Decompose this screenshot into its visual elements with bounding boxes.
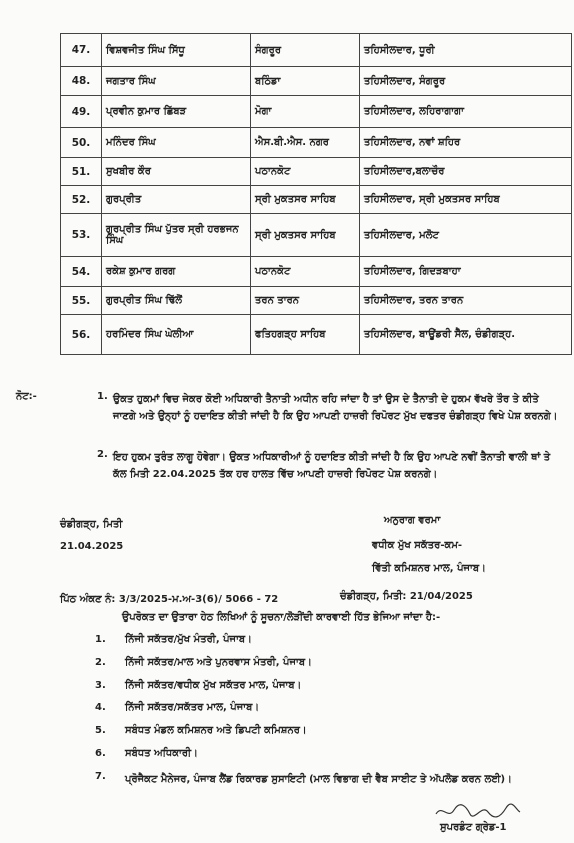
row-number: 52. — [61, 186, 102, 214]
posting: ਤਹਿਸੀਲਦਾਰ, ਧੂਰੀ — [360, 34, 572, 67]
note-text-1: ਉਕਤ ਹੁਕਮਾਂ ਵਿਚ ਜੇਕਰ ਕੋਈ ਅਧਿਕਾਰੀ ਤੈਨਾਤੀ ਅਧੀਨ ਰਹਿ ਜਾਂਦਾ ਹੈ ਤਾਂ ਉਸ ਦੇ ਤੈਨਾਤੀ ਦੇ ਹੁਕਮ ਵੱਖਰੇ ਤੌਰ ਤੇ ਕੀਤੇ ਜਾਣਗੇ ਅਤੇ ਉਨ੍ਹਾਂ ਨੂੰ ਹਦਾਇਤ ਕੀਤੀ ਜਾਂਦੀ ਹੈ ਕਿ ਉਹ ਆਪਣੀ ਹਾਜ਼ਰੀ ਰਿਪੋਰਟ ਮੁੱਖ ਦਫਤਰ ਚੰਡੀਗੜ੍ਹ ਵਿਖੇ ਪੇਸ਼ ਕਰਨਗੇ। — [113, 394, 558, 422]
recipient-text: ਨਿੱਜੀ ਸਕੱਤਰ/ਸਕੱਤਰ ਮਾਲ, ਪੰਜਾਬ। — [125, 702, 260, 713]
table-row — [61, 34, 572, 67]
table-row — [61, 257, 572, 287]
district-name: ਪਠਾਨਕੋਟ — [251, 257, 360, 287]
recipient-text: ਪ੍ਰੋਜੈਕਟ ਮੈਨੇਜਰ, ਪੰਜਾਬ ਲੈਂਡ ਰਿਕਾਰਡ ਸੁਸਾਇਟੀ (ਮਾਲ ਵਿਭਾਗ ਦੀ ਵੈਬ ਸਾਈਟ ਤੇ ਅੱਪਲੋਡ ਕਰਨ ਲਈ)। — [125, 774, 512, 785]
officer-name: ਗੁਰਪ੍ਰੀਤ ਸਿੰਘ ਢਿੱਲੋਂ — [102, 287, 251, 315]
posting: ਤਹਿਸੀਲਦਾਰ, ਬਾਊਂਡਰੀ ਸੈੱਲ, ਚੰਡੀਗੜ੍ਹ. — [360, 315, 572, 355]
district-name: ਮੋਗਾ — [251, 96, 360, 128]
district-name: ਸ੍ਰੀ ਮੁਕਤਸਰ ਸਾਹਿਬ — [251, 186, 360, 214]
recipient-number: 1. — [95, 634, 106, 645]
table-row — [61, 287, 572, 315]
officer-name: ਹਰਮਿੰਦਰ ਸਿੰਘ ਘੇਲੀਆ — [102, 315, 251, 355]
posting: ਤਹਿਸੀਲਦਾਰ,ਬਲਾਚੌਰ — [360, 158, 572, 186]
signatory-title-2: ਵਿੱਤੀ ਕਮਿਸ਼ਨਰ ਮਾਲ, ਪੰਜਾਬ। — [372, 563, 486, 574]
table-row — [61, 214, 572, 257]
officer-name: ਜਗਤਾਰ ਸਿੰਘ — [102, 67, 251, 96]
recipient-number: 4. — [95, 702, 106, 713]
signatory-title-1: ਵਧੀਕ ਮੁੱਖ ਸਕੱਤਰ-ਕਮ- — [372, 540, 463, 551]
district-name: ਬਠਿੰਡਾ — [251, 67, 360, 96]
table-row — [61, 158, 572, 186]
posting: ਤਹਿਸੀਲਦਾਰ, ਸੰਗਰੂਰ — [360, 67, 572, 96]
recipient-text: ਨਿੱਜੀ ਸਕੱਤਰ/ਵਧੀਕ ਮੁੱਖ ਸਕੱਤਰ ਮਾਲ, ਪੰਜਾਬ। — [125, 680, 302, 691]
officer-name: ਵਿਸ਼ਵਜੀਤ ਸਿੰਘ ਸਿੱਧੂ — [102, 34, 251, 67]
row-number: 51. — [61, 158, 102, 186]
order-date: 21.04.2025 — [60, 541, 124, 552]
recipient-text: ਨਿੱਜੀ ਸਕੱਤਰ/ਮਾਲ ਅਤੇ ਪੁਨਰਵਾਸ ਮੰਤਰੀ, ਪੰਜਾਬ। — [125, 657, 312, 668]
note-text-2: ਇਹ ਹੁਕਮ ਤੁਰੰਤ ਲਾਗੂ ਹੋਵੇਗਾ। ਉਕਤ ਅਧਿਕਾਰੀਆਂ ਨੂੰ ਹਦਾਇਤ ਕੀਤੀ ਜਾਂਦੀ ਹੈ ਕਿ ਉਹ ਆਪਣੇ ਨਵੀਂ ਤੈਨਾਤੀ ਵਾਲੀ ਥਾਂ ਤੇ ਕੱਲ ਮਿਤੀ 22.04.2025 ਤੱਕ ਹਰ ਹਾਲਤ ਵਿੱਚ ਆਪਣੀ ਹਾਜ਼ਰੀ ਰਿਪੋਰਟ ਪੇਸ਼ ਕਰਨਗੇ। — [113, 452, 551, 480]
posting: ਤਹਿਸੀਲਦਾਰ, ਨਵਾਂ ਸ਼ਹਿਰ — [360, 128, 572, 158]
posting: ਤਹਿਸੀਲਦਾਰ, ਗਿਦੜਬਾਹਾ — [360, 257, 572, 287]
table-row — [61, 96, 572, 128]
recipient-number: 3. — [95, 680, 106, 691]
place-date-label: ਚੰਡੀਗੜ੍ਹ, ਮਿਤੀ — [60, 519, 123, 530]
officer-name: ਮਨਿੰਦਰ ਸਿੰਘ — [102, 128, 251, 158]
officer-name: ਗੁਰਪ੍ਰੀਤ — [102, 186, 251, 214]
note-number-1: 1. — [97, 391, 108, 402]
recipient-number: 6. — [95, 748, 106, 759]
posting: ਤਹਿਸੀਲਦਾਰ, ਲਹਿਰਾਗਾਗਾ — [360, 96, 572, 128]
recipient-number: 5. — [95, 725, 106, 736]
endorsement-ref: ਪਿੱਠ ਅੰਕਣ ਨੰ: 3/3/2025-ਮ.ਅ-3(6)/ 5066 - 72 — [60, 594, 279, 605]
signatory-name: ਅਨੁਰਾਗ ਵਰਮਾ — [384, 515, 441, 526]
recipient-text: ਸਬੰਧਤ ਮੰਡਲ ਕਮਿਸ਼ਨਰ ਅਤੇ ਡਿਪਟੀ ਕਮਿਸ਼ਨਰ। — [125, 725, 307, 736]
district-name: ਸ੍ਰੀ ਮੁਕਤਸਰ ਸਾਹਿਬ — [251, 214, 360, 257]
district-name: ਸੰਗਰੂਰ — [251, 34, 360, 67]
note-label: ਨੋਟ:- — [16, 391, 37, 402]
recipient-text: ਨਿੱਜੀ ਸਕੱਤਰ/ਮੁੱਖ ਮੰਤਰੀ, ਪੰਜਾਬ। — [125, 634, 252, 645]
officer-name: ਗੁਰਪ੍ਰੀਤ ਸਿੰਘ ਪੁੱਤਰ ਸ੍ਰੀ ਹਰਭਜਨ ਸਿੰਘ — [102, 214, 251, 257]
superintendent-title: ਸੁਪਰਡੰਟ ਗ੍ਰੇਡ-1 — [440, 822, 507, 833]
table-row — [61, 315, 572, 355]
table-row — [61, 186, 572, 214]
endorsement-intro: ਉਪਰੋਕਤ ਦਾ ਉਤਾਰਾ ਹੇਠ ਲਿਖਿਆਂ ਨੂੰ ਸੂਚਨਾ/ਲੋੜੀਂਦੀ ਕਾਰਵਾਈ ਹਿੱਤ ਭੇਜਿਆ ਜਾਂਦਾ ਹੈ:- — [122, 612, 441, 623]
officer-name: ਪ੍ਰਵੀਨ ਕੁਮਾਰ ਛਿੱਬੜ — [102, 96, 251, 128]
row-number: 50. — [61, 128, 102, 158]
row-number: 48. — [61, 67, 102, 96]
handwritten-signature — [432, 800, 522, 822]
posting: ਤਹਿਸੀਲਦਾਰ, ਤਰਨ ਤਾਰਨ — [360, 287, 572, 315]
row-number: 54. — [61, 257, 102, 287]
district-name: ਫਤਿਹਗੜ੍ਹ ਸਾਹਿਬ — [251, 315, 360, 355]
table-row — [61, 67, 572, 96]
recipient-number: 2. — [95, 657, 106, 668]
note-number-2: 2. — [97, 449, 108, 460]
row-number: 53. — [61, 214, 102, 257]
district-name: ਪਠਾਨਕੋਟ — [251, 158, 360, 186]
recipient-text: ਸਬੰਧਤ ਅਧਿਕਾਰੀ। — [125, 748, 198, 759]
officer-name: ਸੁਖਬੀਰ ਕੌਰ — [102, 158, 251, 186]
transfer-table — [60, 33, 572, 355]
officer-name: ਰਕੇਸ਼ ਕੁਮਾਰ ਗਰਗ — [102, 257, 251, 287]
recipient-number: 7. — [95, 771, 106, 782]
row-number: 55. — [61, 287, 102, 315]
posting: ਤਹਿਸੀਲਦਾਰ, ਸ੍ਰੀ ਮੁਕਤਸਰ ਸਾਹਿਬ — [360, 186, 572, 214]
table-row — [61, 128, 572, 158]
row-number: 56. — [61, 315, 102, 355]
posting: ਤਹਿਸੀਲਦਾਰ, ਮਲੋਟ — [360, 214, 572, 257]
row-number: 47. — [61, 34, 102, 67]
district-name: ਤਰਨ ਤਾਰਨ — [251, 287, 360, 315]
district-name: ਐਸ.ਬੀ.ਐਸ. ਨਗਰ — [251, 128, 360, 158]
row-number: 49. — [61, 96, 102, 128]
endorsement-place-date: ਚੰਡੀਗੜ੍ਹ, ਮਿਤੀ: 21/04/2025 — [340, 591, 473, 602]
